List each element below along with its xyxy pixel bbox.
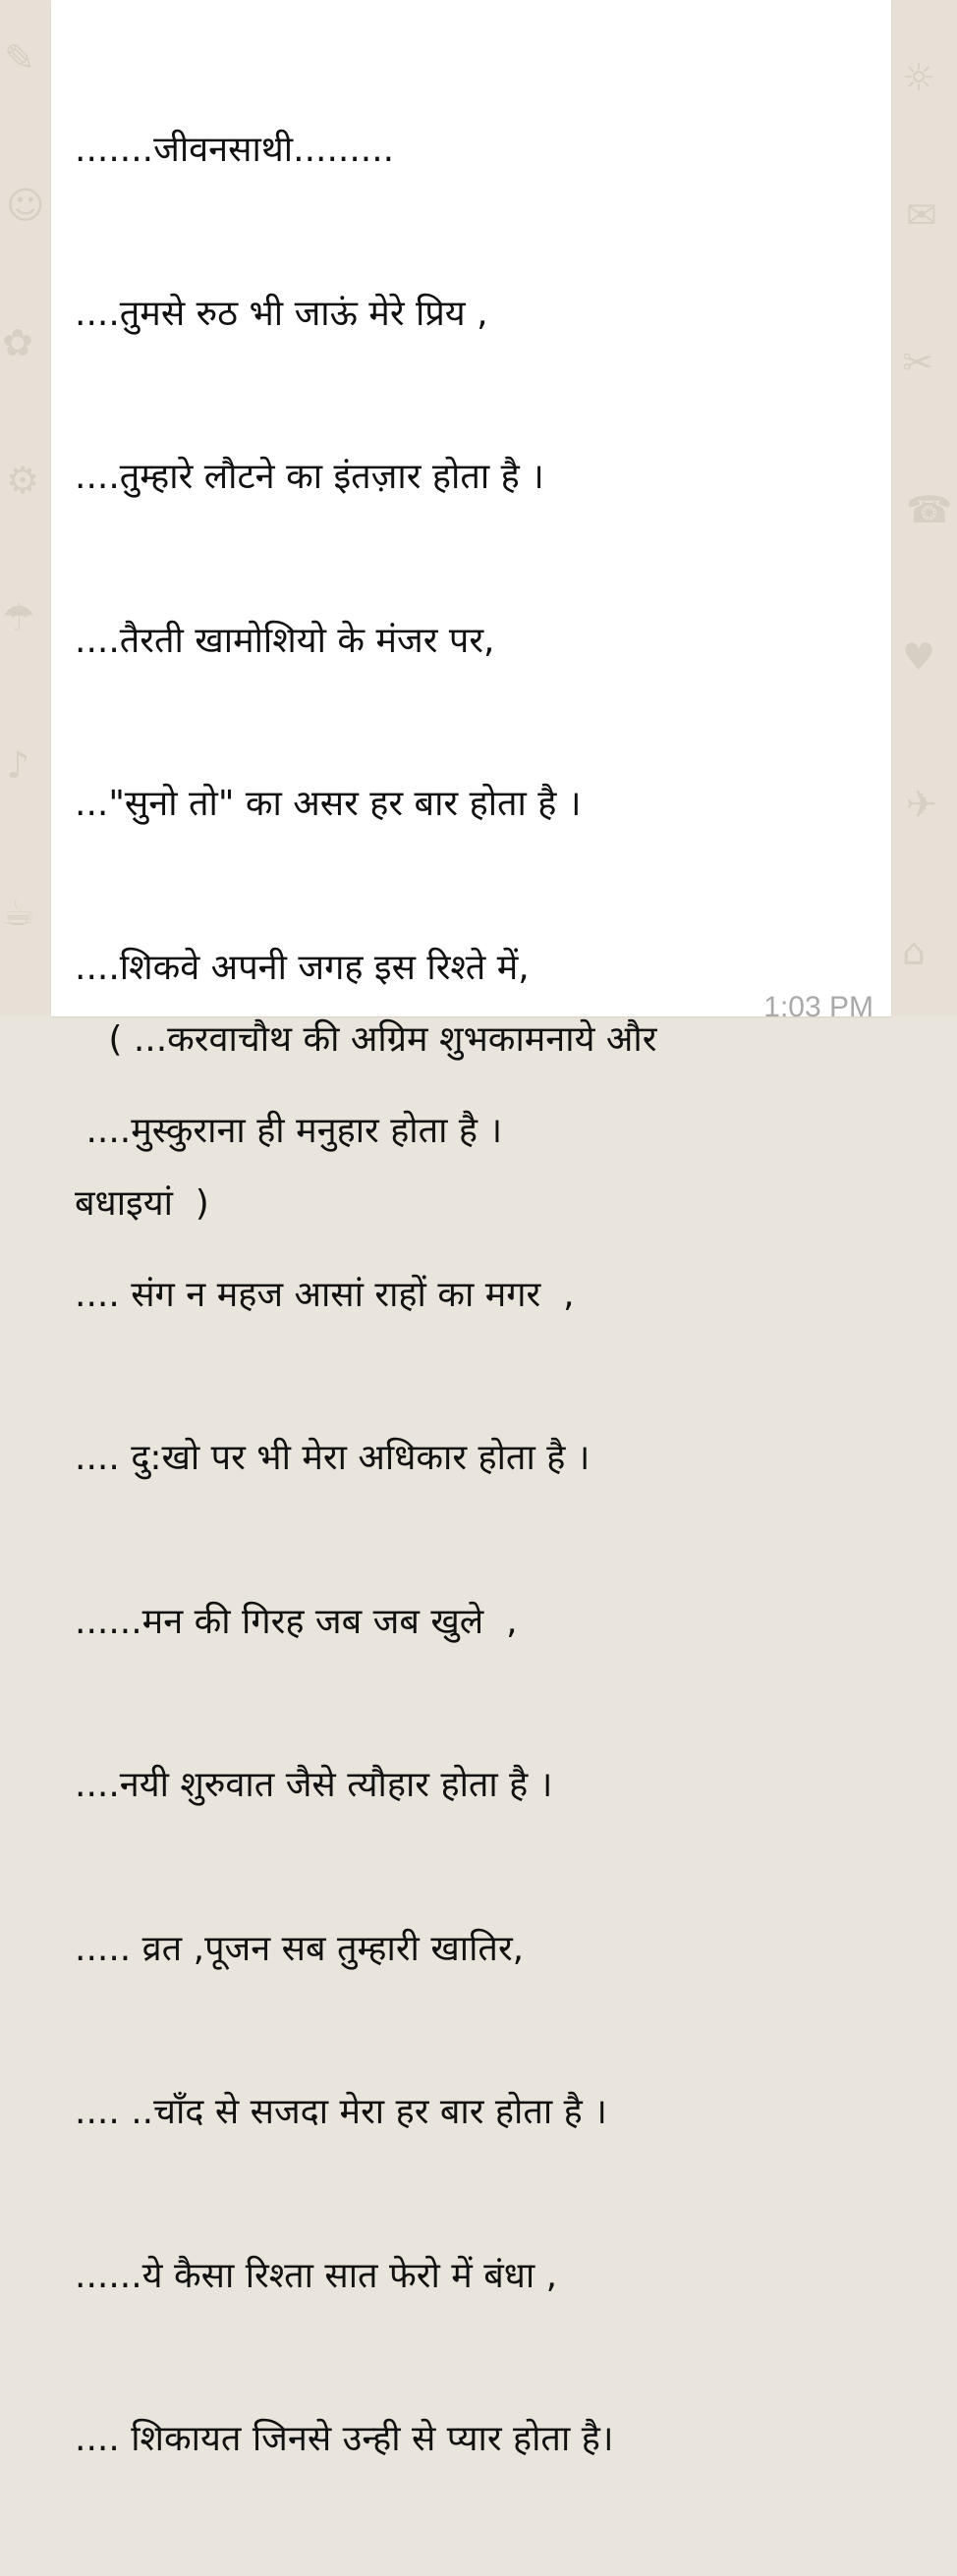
- message-line: ....तुमसे रुठ भी जाऊं मेरे प्रिय ,: [75, 293, 488, 334]
- message-line: ....तैरती खामोशियो के मंजर पर,: [75, 620, 495, 661]
- message-line: .... संग न महज आसां राहों का मगर ,: [75, 1274, 575, 1315]
- message-line: ....तुम्हारे लौटने का इंतज़ार होता है ।: [75, 457, 544, 497]
- message-line: .... दु:खो पर भी मेरा अधिकार होता है ।: [75, 1438, 591, 1478]
- message-line: ......ये कैसा रिश्ता सात फेरो में बंधा ,: [75, 2255, 558, 2296]
- message-line: .... ..चाँद से सजदा मेरा हर बार होता है ।: [75, 2092, 607, 2132]
- doodle-icon: ✈: [906, 783, 937, 826]
- greeting-text: [75, 904, 656, 1340]
- doodle-icon: ✂: [902, 341, 933, 384]
- message-line: ..... व्रत ,पूजन सब तुम्हारी खातिर,: [75, 1928, 525, 1969]
- doodle-icon: ☕: [2, 891, 36, 934]
- doodle-icon: ♥: [902, 635, 936, 679]
- greeting-line-1: ( ...करवाचौथ की अग्रिम शुभकामनाये और: [75, 1019, 657, 1060]
- message-bubble[interactable]: [51, 0, 891, 2459]
- doodle-icon: ☼: [902, 56, 936, 99]
- greeting-line-2: बधाइयां ): [75, 1182, 209, 1224]
- doodle-icon: ✿: [2, 321, 33, 364]
- doodle-icon: ♪: [6, 743, 30, 787]
- message-line: .......जीवनसाथी.........: [75, 130, 395, 170]
- doodle-icon: ✉: [906, 193, 937, 237]
- message-line: ..."सुनो तो" का असर हर बार होता है ।: [75, 784, 582, 824]
- doodle-icon: ✎: [4, 36, 35, 80]
- doodle-icon: ☂: [2, 596, 36, 639]
- doodle-icon: ☺: [6, 184, 45, 227]
- message-line: ......मन की गिरह जब जब खुले ,: [75, 1601, 518, 1642]
- message-line: ....शिकवे अपनी जगह इस रिश्ते में,: [75, 947, 530, 988]
- message-timestamp: 1:03 PM: [763, 991, 873, 1023]
- doodle-icon: ⚙: [6, 459, 40, 502]
- message-line: ....नयी शुरुवात जैसे त्यौहार होता है ।: [75, 1765, 553, 1805]
- message-line: .... शिकायत जिनसे उन्ही से प्यार होता है।: [75, 2419, 614, 2459]
- doodle-icon: ☎: [906, 488, 953, 531]
- message-line: ....मुस्कुराना ही मनुहार होता है ।: [75, 1111, 503, 1151]
- doodle-icon: ⌂: [902, 930, 927, 973]
